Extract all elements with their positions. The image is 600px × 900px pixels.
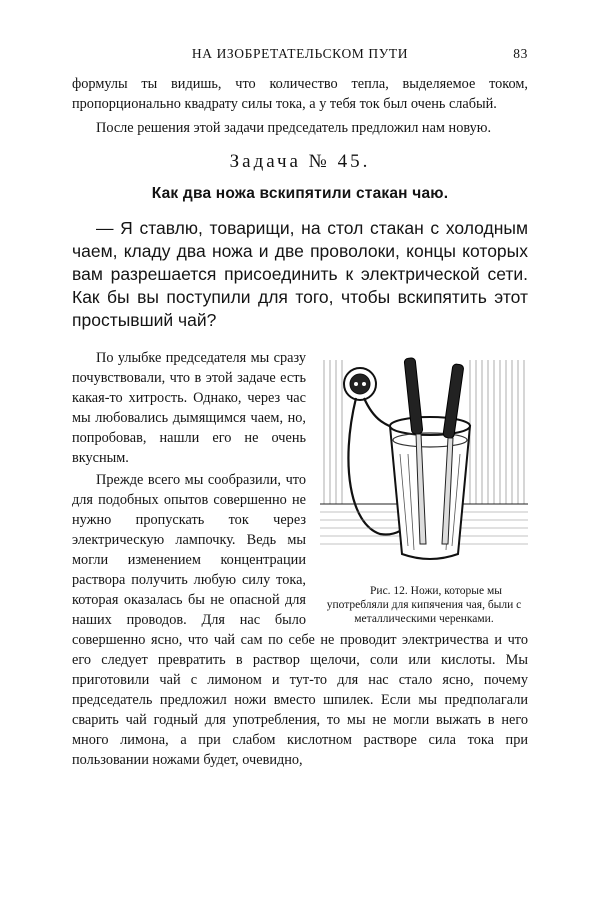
body-paragraph-2: Прежде всего мы сообразили, что для подобных опытов совершенно не нужно пропускать ток через электрическую лампочку. Ведь мы могли изменением концентрации раствора получить любую силу тока, которая оказалась бы не опасной для наших проводов. Для нас было совершенно ясно, что чай сам по себе не проводит электричества и что его следует превратить в раствор щелочи, соли или кислоты. Мы приготовили чай с лимоном и тут-то для нас стало ясно, почему председатель предложил ножи вместо шпилек. Если мы предполагали сварить чай годный для употребления, то мы не могли выжать в него много лимона, а при слабом кислотном растворе сила тока при пользовании ножами будет, очевидно, [72,472,528,768]
figure [320,354,528,626]
intro-paragraph-2: После решения этой задачи председатель предложил нам новую. [96,120,492,136]
glass-with-knives-illustration [320,354,528,574]
task-heading: Задача № 45. [229,151,371,172]
figure-caption: Рис. 12. Ножи, которые мы употребляли для кипячения чая, были с металлическими черенками. [326,585,522,625]
page-number: 83 [513,46,528,61]
task-quote: — Я ставлю, товарищи, на стол стакан с холодным чаем, кладу два ножа и две проволоки, концы которых вам разрешается присоединить к электрической сети. Как бы вы поступили для того, чтобы вскипятить этот простывший чай? [72,218,528,330]
body-paragraph-1-text: По улыбке председателя мы сразу почувствовали, что в этой задаче есть какая-то хитрость. Однако, через час мы любовались дымящимся чаем, но, попробовав, нашли его не очень вкусным. [72,350,306,466]
intro-paragraph-1: формулы ты видишь, что количество тепла, выделяемое током, пропорционально квадрату силы тока, а у тебя ток был очень слабый. [72,76,528,112]
book-page [72,44,528,770]
task-subtitle: Как два ножа вскипятили стакан чаю. [151,185,449,202]
running-title: НА ИЗОБРЕТАТЕЛЬСКОМ ПУТИ [191,46,409,61]
running-header [72,44,528,68]
glass [390,426,470,559]
